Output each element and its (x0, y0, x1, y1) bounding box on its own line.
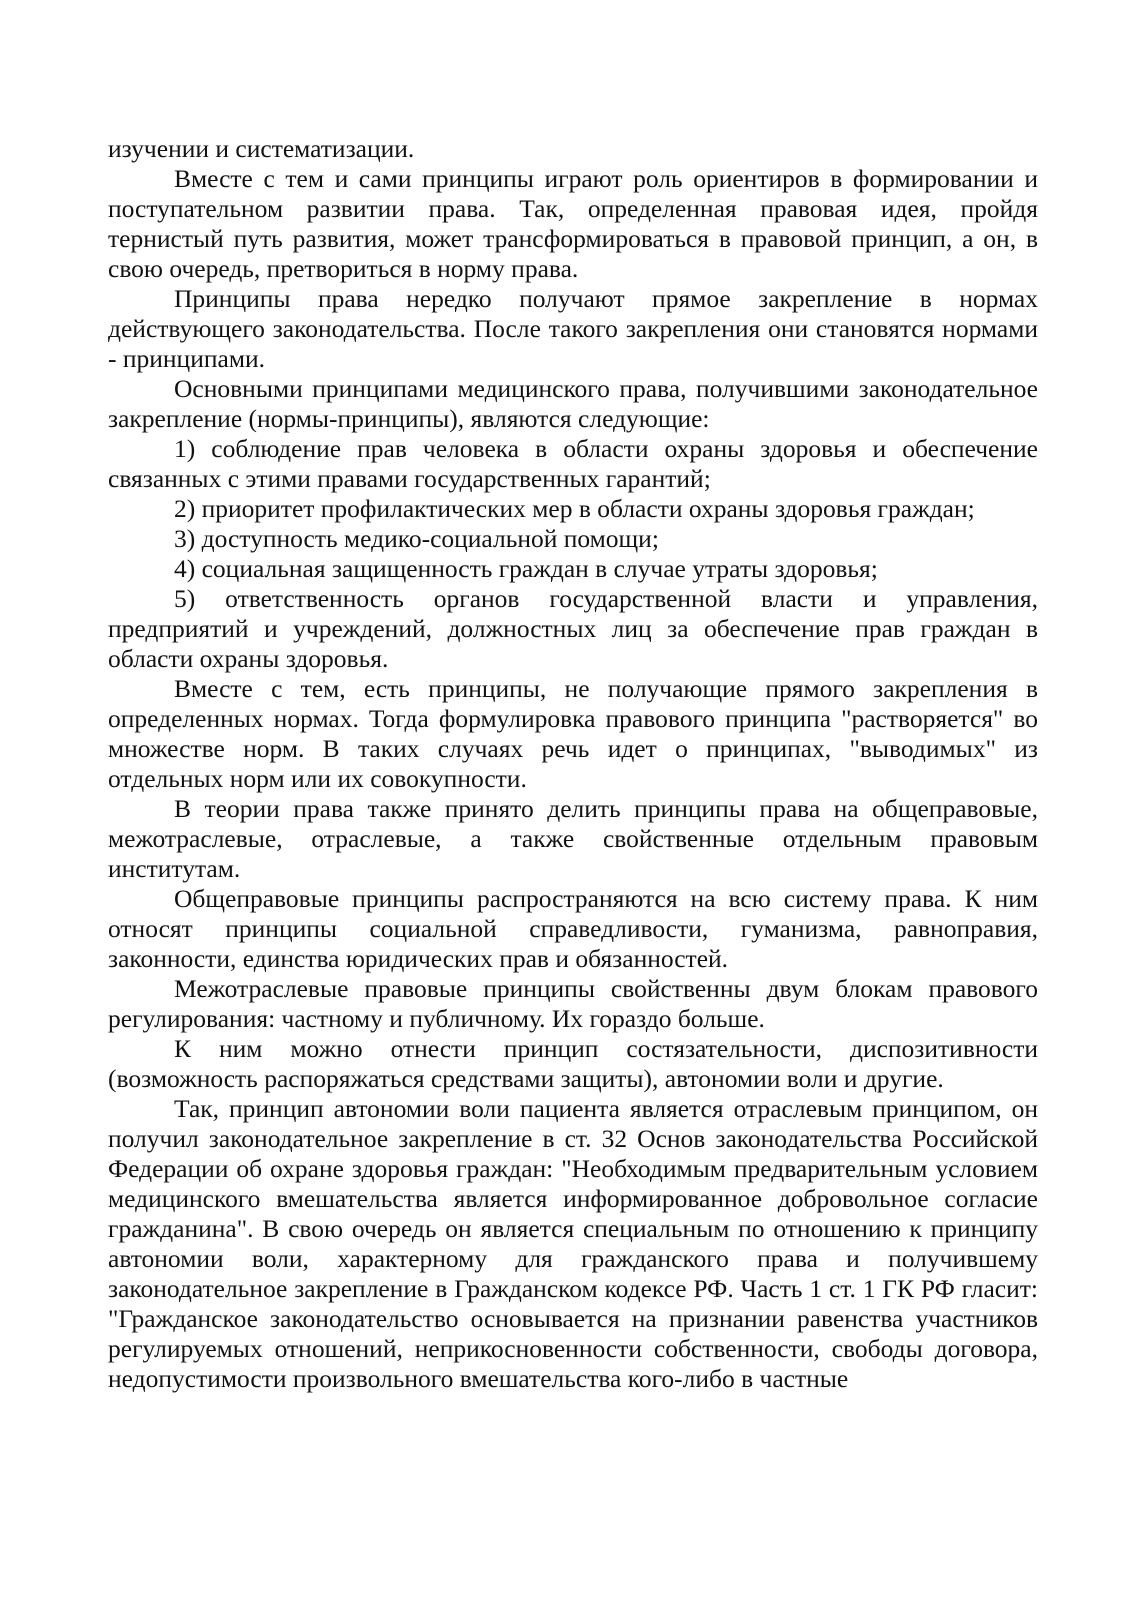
list-item-principle-5: 5) ответственность органов государственной власти и управления, предприятий и учреждений, должностных лиц за обеспечение прав граждан в области охраны здоровья. (108, 584, 1038, 673)
list-item-principle-1: 1) соблюдение прав человека в области охраны здоровья и обеспечение связанных с этими правами государственных гарантий; (108, 434, 1038, 493)
paragraph-intersectoral-examples: К ним можно отнести принцип состязательности, диспозитивности (возможность распоряжаться средствами защиты), автономии воли и другие. (108, 1034, 1038, 1093)
list-item-principle-2: 2) приоритет профилактических мер в области охраны здоровья граждан; (174, 494, 975, 523)
paragraph-implied-principles: Вместе с тем, есть принципы, не получающие прямого закрепления в определенных нормах. Тогда формулировка правового принципа "растворяется" во множестве норм. В таких случаях речь идет о принципах, "выводимых" из отдельных норм или их совокупности. (108, 674, 1038, 793)
paragraph-principle-classification: В теории права также принято делить принципы права на общеправовые, межотраслевые, отраслевые, а также свойственные отдельным правовым институтам. (108, 794, 1038, 883)
paragraph-continuation: изучении и систематизации. (108, 134, 415, 163)
paragraph-general-principles: Общеправовые принципы распространяются на всю систему права. К ним относят принципы социальной справедливости, гуманизма, равноправия, законности, единства юридических прав и обязанностей. (108, 884, 1038, 973)
paragraph-intersectoral-principles: Межотраслевые правовые принципы свойственны двум блокам правового регулирования: частному и публичному. Их гораздо больше. (108, 974, 1038, 1033)
paragraph-principles-orientation: Вместе с тем и сами принципы играют роль ориентиров в формировании и поступательном развитии права. Так, определенная правовая идея, пройдя тернистый путь развития, может трансформироваться в правовой принцип, а он, в свою очередь, претвориться в норму права. (108, 164, 1038, 283)
list-item-principle-4: 4) социальная защищенность граждан в случае утраты здоровья; (174, 554, 878, 583)
paragraph-direct-enshrinement: Принципы права нередко получают прямое закрепление в нормах действующего законодательства. После такого закрепления они становятся нормами - принципами. (108, 284, 1038, 373)
paragraph-patient-autonomy: Так, принцип автономии воли пациента является отраслевым принципом, он получил законодательное закрепление в ст. 32 Основ законодательства Российской Федерации об охране здоровья граждан: "Необходимым предварительным условием медицинского вмешательства является информированное добровольное согласие гражданина". В свою очередь он является специальным по отношению к принципу автономии воли, характерному для гражданского права и получившему законодательное закрепление в Гражданском кодексе РФ. Часть 1 ст. 1 ГК РФ гласит: "Гражданское законодательство основывается на признании равенства участников регулируемых отношений, неприкосновенности собственности, свободы договора, недопустимости произвольного вмешательства кого-либо в частные (108, 1094, 1038, 1393)
paragraph-main-principles-intro: Основными принципами медицинского права, получившими законодательное закрепление (нормы-принципы), являются следующие: (108, 374, 1038, 433)
document-page (108, 134, 1038, 1394)
list-item-principle-3: 3) доступность медико-социальной помощи; (174, 524, 659, 553)
